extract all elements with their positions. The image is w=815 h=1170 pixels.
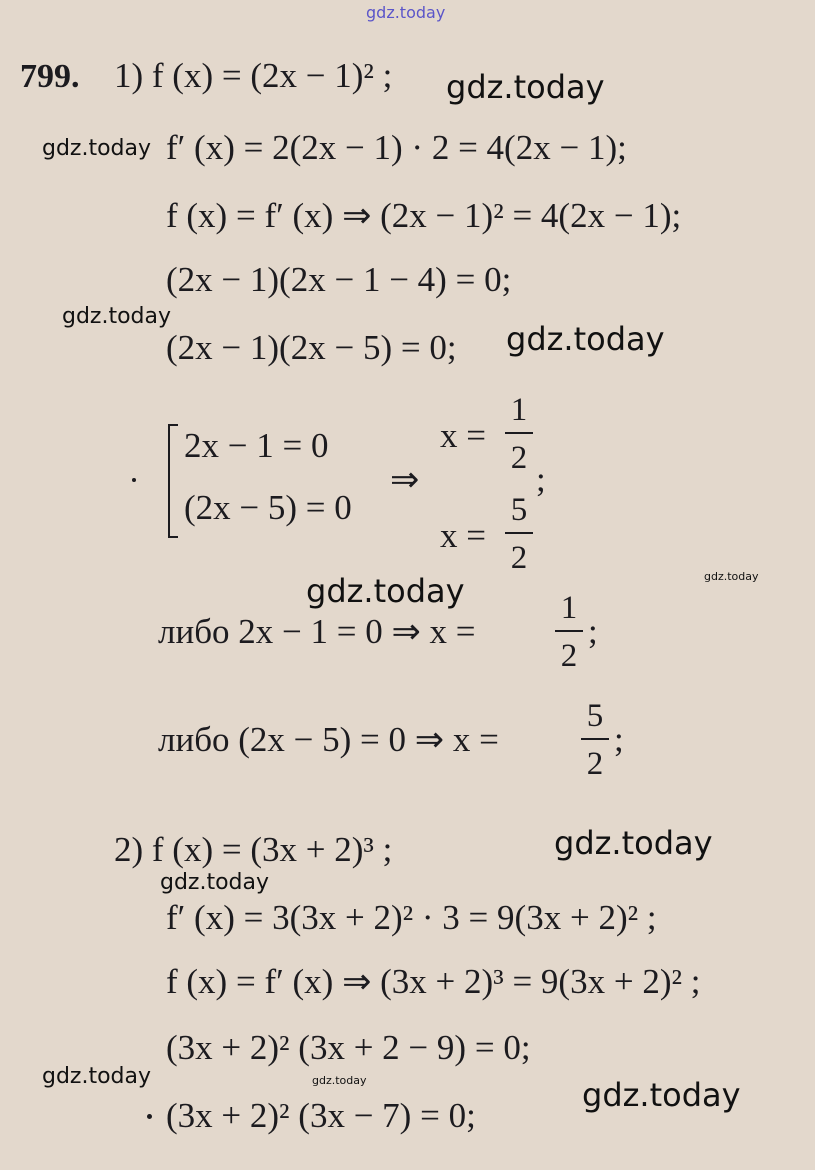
part1-line3: f (x) = f′ (x) ⇒ (2x − 1)² = 4(2x − 1); [166,196,682,235]
watermark-top: gdz.today [366,3,446,22]
either1-fraction-bar [555,630,583,632]
system-eq1: 2x − 1 = 0 [184,426,329,465]
either1-denominator: 2 [560,638,578,674]
either1-semicolon: ; [588,612,598,651]
either2-fraction-bar [581,738,609,740]
part2-line3: f (x) = f′ (x) ⇒ (3x + 2)³ = 9(3x + 2)² ; [166,962,701,1001]
implies-arrow: ⇒ [390,460,420,499]
watermark: gdz.today [42,136,152,161]
stray-mark [132,478,136,482]
x1-numerator: 1 [510,392,528,428]
watermark: gdz.today [306,572,465,610]
x1-lhs: x = [440,416,486,455]
x1-fraction-bar [505,432,533,434]
system-eq2: (2x − 5) = 0 [184,488,352,527]
either-line2: либо (2x − 5) = 0 ⇒ x = [158,720,499,759]
part1-line4: (2x − 1)(2x − 1 − 4) = 0; [166,260,512,299]
system-semicolon: ; [536,460,546,499]
x2-fraction-bar [505,532,533,534]
part2-line2: f′ (x) = 3(3x + 2)² · 3 = 9(3x + 2)² ; [166,898,657,937]
part1-line5: (2x − 1)(2x − 5) = 0; [166,328,457,367]
problem-number: 799. [20,58,80,95]
watermark: gdz.today [160,870,270,895]
x1-denominator: 2 [510,440,528,476]
watermark: gdz.today [42,1064,152,1089]
watermark: gdz.today [506,320,665,358]
bullet-mark [147,1114,152,1119]
watermark: gdz.today [446,68,605,106]
either2-numerator: 5 [586,698,604,734]
watermark: gdz.today [62,304,172,329]
watermark: gdz.today [582,1076,741,1114]
watermark: gdz.today [312,1074,367,1087]
either1-numerator: 1 [560,590,578,626]
watermark: gdz.today [554,824,713,862]
part2-line1: 2) f (x) = (3x + 2)³ ; [114,830,393,869]
part1-line1: 1) f (x) = (2x − 1)² ; [114,56,393,95]
either2-semicolon: ; [614,720,624,759]
part1-line2: f′ (x) = 2(2x − 1) · 2 = 4(2x − 1); [166,128,627,167]
system-bracket [168,424,178,538]
part2-line5: (3x + 2)² (3x − 7) = 0; [166,1096,476,1135]
watermark: gdz.today [704,570,759,583]
x2-numerator: 5 [510,492,528,528]
either2-denominator: 2 [586,746,604,782]
x2-denominator: 2 [510,540,528,576]
part2-line4: (3x + 2)² (3x + 2 − 9) = 0; [166,1028,531,1067]
x2-lhs: x = [440,516,486,555]
either-line1: либо 2x − 1 = 0 ⇒ x = [158,612,476,651]
